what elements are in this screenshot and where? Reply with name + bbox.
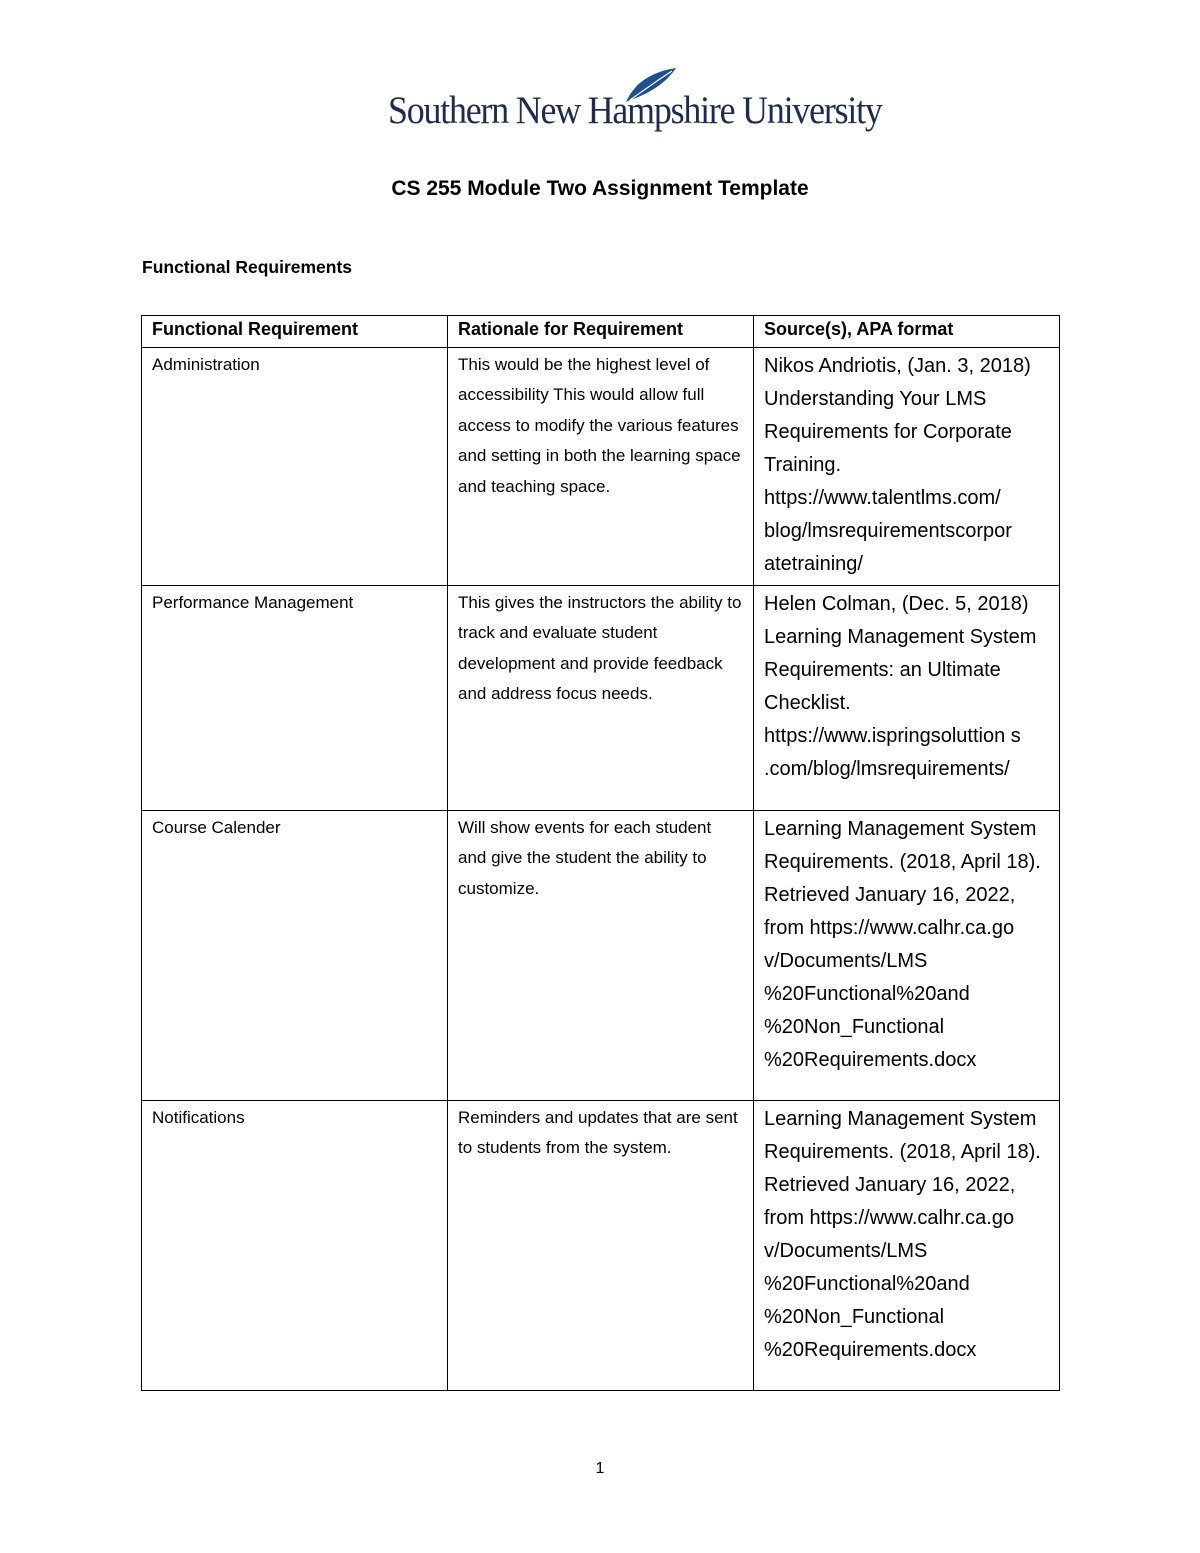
table-row xyxy=(142,811,1060,1101)
source-cell: Learning Management System Requirements. (2018, April 18). Retrieved January 16, 2022, from https://www.calhr.ca.go v/Documents/LMS %20Functional%20and %20Non_Functional %20Requirements.docx xyxy=(754,1101,1060,1391)
requirement-cell: Notifications xyxy=(142,1101,448,1391)
page-number: 1 xyxy=(595,1460,605,1477)
university-logo xyxy=(384,66,882,142)
table-row xyxy=(142,1101,1060,1391)
logo-wordmark: Southern New Hampshire University xyxy=(388,89,882,132)
rationale-cell: Will show events for each student and give the student the ability to customize. xyxy=(448,811,754,1101)
requirement-cell: Performance Management xyxy=(142,586,448,811)
source-cell: Learning Management System Requirements. (2018, April 18). Retrieved January 16, 2022, from https://www.calhr.ca.go v/Documents/LMS %20Functional%20and %20Non_Functional %20Requirements.docx xyxy=(754,811,1060,1101)
requirement-cell: Administration xyxy=(142,348,448,586)
requirements-table xyxy=(141,315,1060,1391)
rationale-cell: Reminders and updates that are sent to students from the system. xyxy=(448,1101,754,1391)
source-cell: Helen Colman, (Dec. 5, 2018) Learning Management System Requirements: an Ultimate Checklist. https://www.ispringsoluttion s .com/blog/lmsrequirements/ xyxy=(754,586,1060,811)
rationale-cell: This would be the highest level of accessibility This would allow full access to modify the various features and setting in both the learning space and teaching space. xyxy=(448,348,754,586)
section-heading: Functional Requirements xyxy=(142,257,353,277)
rationale-cell: This gives the instructors the ability to track and evaluate student development and provide feedback and address focus needs. xyxy=(448,586,754,811)
column-header-rationale: Rationale for Requirement xyxy=(448,316,754,348)
table-row xyxy=(142,348,1060,586)
requirement-cell: Course Calender xyxy=(142,811,448,1101)
column-header-source: Source(s), APA format xyxy=(754,316,1060,348)
table-row xyxy=(142,586,1060,811)
column-header-requirement: Functional Requirement xyxy=(142,316,448,348)
document-title: CS 255 Module Two Assignment Template xyxy=(391,177,809,200)
source-cell: Nikos Andriotis, (Jan. 3, 2018) Understanding Your LMS Requirements for Corporate Training. https://www.talentlms.com/ blog/lmsrequirementscorpor atetraining/ xyxy=(754,348,1060,586)
table-header-row xyxy=(142,316,1060,348)
